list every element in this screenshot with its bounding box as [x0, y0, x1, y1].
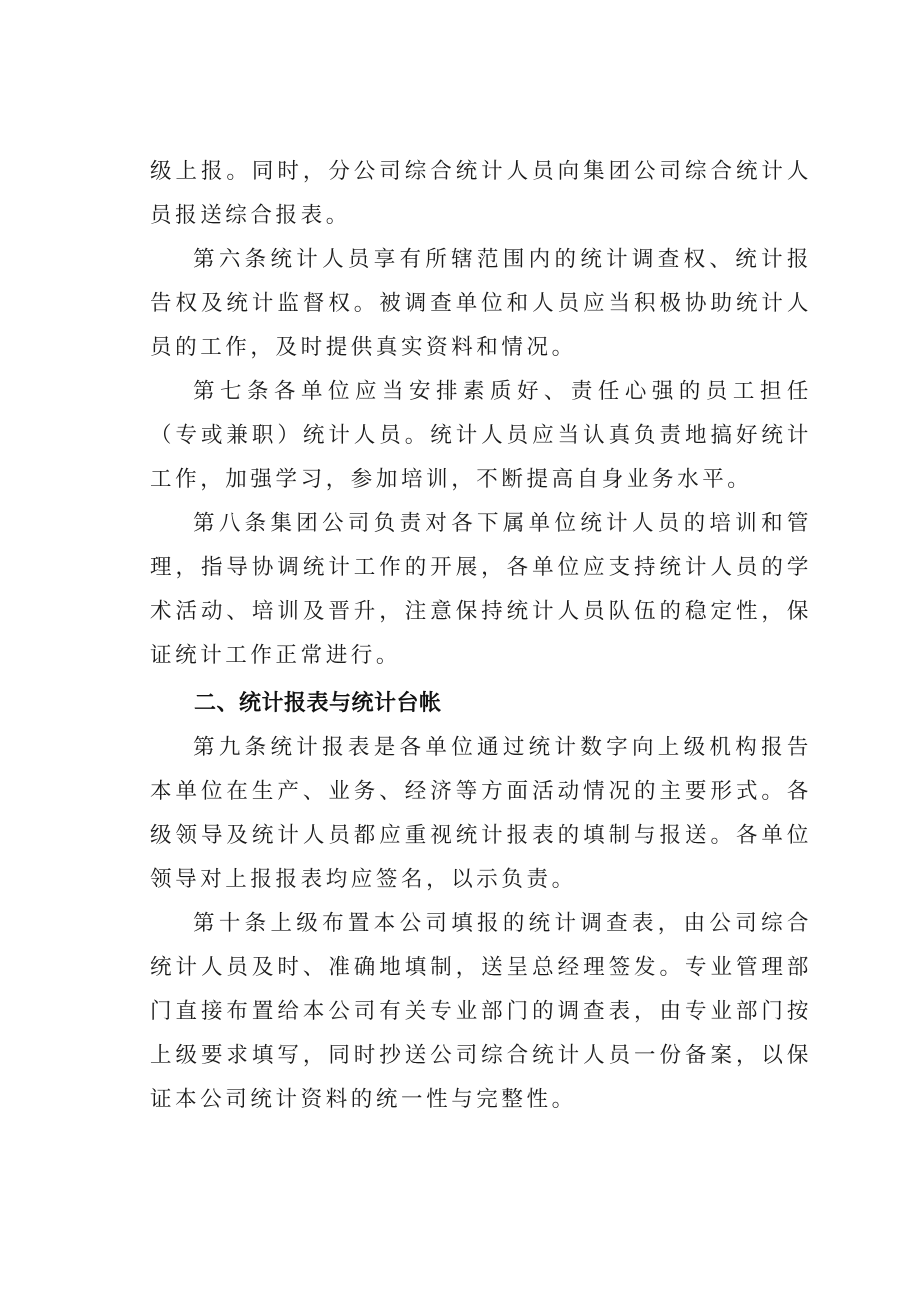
paragraph-article-7: 第七条各单位应当安排素质好、责任心强的员工担任（专或兼职）统计人员。统计人员应当认真负责地搞好统计工作，加强学习，参加培训，不断提高自身业务水平。 [150, 379, 812, 492]
document-page [150, 150, 812, 1122]
paragraph-article-8: 第八条集团公司负责对各下属单位统计人员的培训和管理，指导协调统计工作的开展，各单位应支持统计人员的学术活动、培训及晋升，注意保持统计人员队伍的稳定性，保证统计工作正常进行。 [150, 511, 812, 668]
paragraph-article-10: 第十条上级布置本公司填报的统计调查表，由公司综合统计人员及时、准确地填制，送呈总经理签发。专业管理部门直接布置给本公司有关专业部门的调查表，由专业部门按上级要求填写，同时抄送公司综合统计人员一份备案，以保证本公司统计资料的统一性与完整性。 [150, 911, 812, 1112]
paragraph-article-9: 第九条统计报表是各单位通过统计数字向上级机构报告本单位在生产、业务、经济等方面活动情况的主要形式。各级领导及统计人员都应重视统计报表的填制与报送。各单位领导对上报报表均应签名，以示负责。 [150, 735, 812, 892]
section-heading: 二、统计报表与统计台帐 [194, 691, 442, 716]
paragraph-article-6: 第六条统计人员享有所辖范围内的统计调查权、统计报告权及统计监督权。被调查单位和人员应当积极协助统计人员的工作，及时提供真实资料和情况。 [150, 247, 812, 360]
paragraph-continuation: 级上报。同时，分公司综合统计人员向集团公司综合统计人员报送综合报表。 [150, 159, 812, 228]
